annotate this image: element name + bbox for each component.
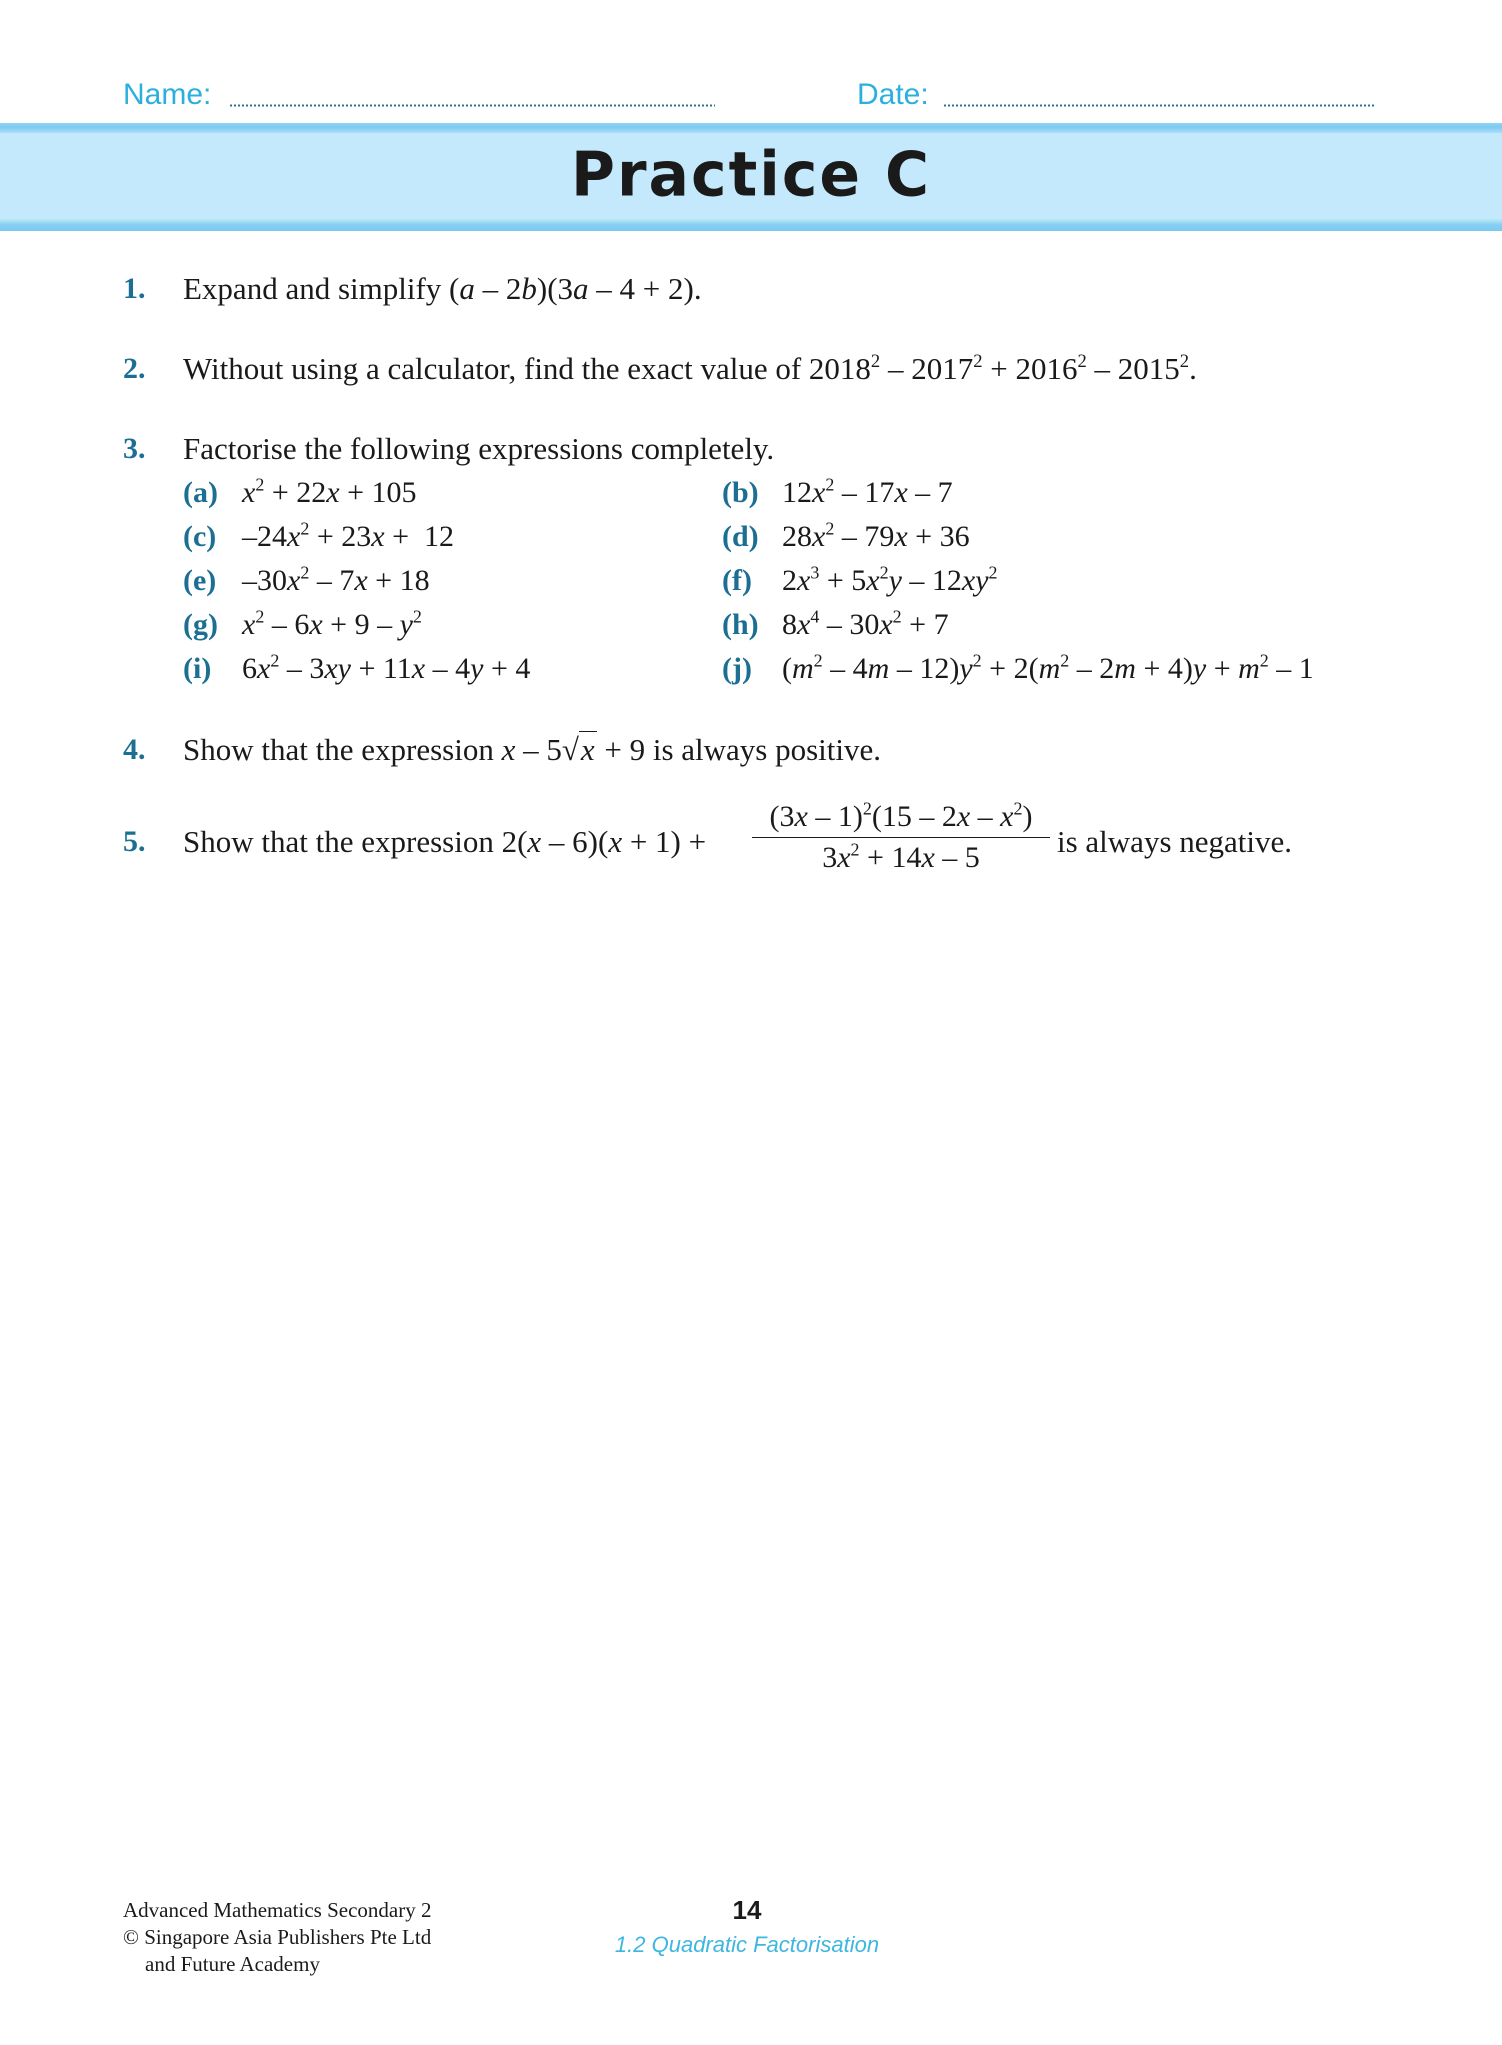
part-expr-h: $8x^4 - 30x^2 + 7$ xyxy=(782,606,949,641)
question-text: Without using a calculator, find the exact value of $2018^2 - 2017^2 + 2016^2 - 2015^2$. xyxy=(183,350,1197,386)
part-label-c: (c) xyxy=(183,520,217,553)
part-expr-a: $x^2 + 22x + 105$ xyxy=(242,474,417,509)
question-number: 5. xyxy=(123,825,146,858)
part-label-e: (e) xyxy=(183,564,217,597)
part-expr-g: $x^2 - 6x + 9 - y^2$ xyxy=(242,606,422,641)
name-label: Name: xyxy=(123,78,212,111)
question-text: Expand and simplify (a – 2b)(3a – 4 + 2). xyxy=(183,271,702,306)
fraction xyxy=(752,800,1050,875)
date-label: Date: xyxy=(857,78,929,111)
question-number: 1. xyxy=(123,272,146,305)
part-expr-d: $28x^2 - 79x + 36$ xyxy=(782,518,970,553)
part-expr-i: $6x^2 - 3xy + 11x - 4y + 4$ xyxy=(242,650,531,685)
part-expr-f: $2x^3 + 5x^2y - 12xy^2$ xyxy=(782,562,998,597)
question-text: Factorise the following expressions completely. xyxy=(183,431,775,466)
chapter-title: 1.2 Quadratic Factorisation xyxy=(614,1932,880,1957)
page-number: 14 xyxy=(732,1895,762,1925)
question-text-after: is always negative. xyxy=(1057,824,1293,859)
name-write-line[interactable] xyxy=(229,104,715,107)
footer-copyright-cont: and Future Academy xyxy=(145,1952,320,1976)
part-expr-b: $12x^2 - 17x - 7$ xyxy=(782,474,953,509)
part-label-d: (d) xyxy=(722,520,759,553)
fraction-denominator: $3x^2 + 14x - 5$ xyxy=(822,839,980,874)
part-label-b: (b) xyxy=(722,476,759,509)
question-number: 4. xyxy=(123,733,146,766)
part-label-f: (f) xyxy=(722,564,752,597)
question-number: 2. xyxy=(123,352,146,385)
part-label-i: (i) xyxy=(183,652,212,685)
question-number: 3. xyxy=(123,432,146,465)
part-label-h: (h) xyxy=(722,608,759,641)
date-write-line[interactable] xyxy=(943,104,1376,107)
part-expr-c: $-24x^2 + 23x + 12$ xyxy=(242,518,454,553)
band-stripe-top xyxy=(0,123,1502,133)
part-label-j: (j) xyxy=(722,652,752,685)
square-root-symbol: √x xyxy=(561,732,595,767)
part-expr-j: $(m^2 - 4m - 12)y^2 + 2(m^2 - 2m + 4)y + m^2 - 1$ xyxy=(782,650,1314,685)
part-label-a: (a) xyxy=(183,476,218,509)
page-title: Practice C xyxy=(570,139,932,211)
footer-book-title: Advanced Mathematics Secondary 2 xyxy=(123,1898,432,1922)
question-text-before: Show that the expression 2(x – 6)(x + 1) + xyxy=(183,824,707,859)
part-expr-e: $-30x^2 - 7x + 18$ xyxy=(242,562,430,597)
fraction-numerator: $(3x - 1)^2(15 - 2x - x^2)$ xyxy=(769,798,1033,833)
question-text: Show that the expression x – 5√x + 9 is always positive. xyxy=(183,732,882,767)
band-stripe-bottom xyxy=(0,219,1502,231)
part-label-g: (g) xyxy=(183,608,218,641)
footer-copyright: © Singapore Asia Publishers Pte Ltd xyxy=(123,1925,432,1949)
